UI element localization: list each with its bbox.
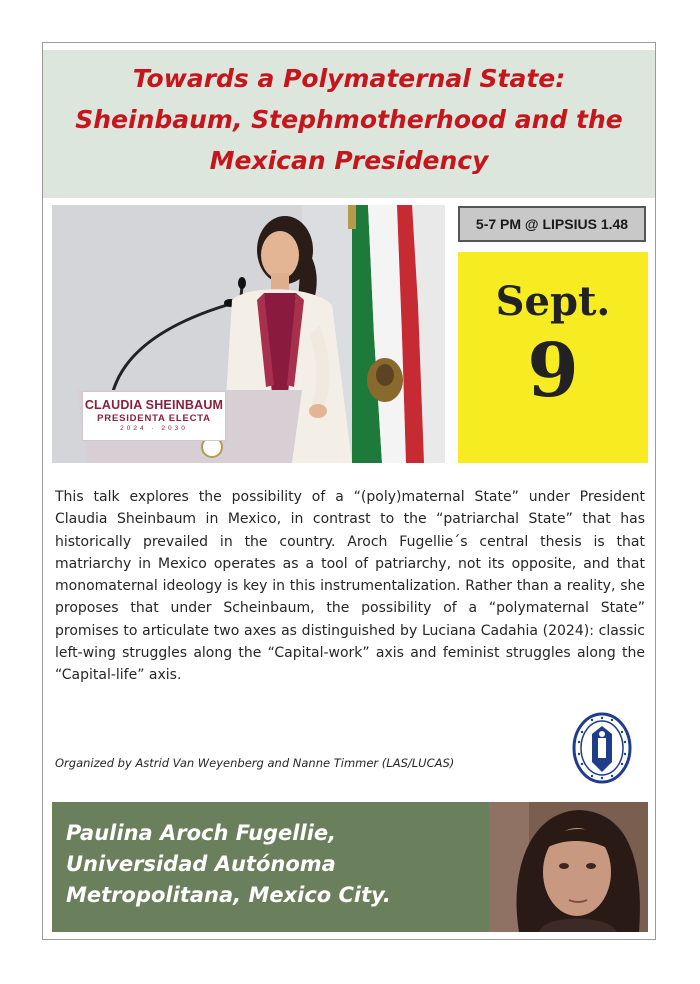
- title-band: [43, 50, 655, 198]
- speaker-band: [52, 802, 648, 932]
- speaker-line-2: Universidad Autónoma: [66, 852, 336, 876]
- speaker-info: [66, 818, 486, 911]
- speaker-line-1: Paulina Aroch Fugellie,: [66, 821, 337, 845]
- podium-sign-name: CLAUDIA SHEINBAUM: [84, 398, 224, 412]
- organizers-line: Organized by Astrid Van Weyenberg and Nanne Timmer (LAS/LUCAS): [55, 756, 455, 770]
- date-month: Sept.: [495, 278, 611, 325]
- time-location-box: 5-7 PM @ LIPSIUS 1.48: [458, 206, 646, 242]
- date-box: [458, 252, 648, 463]
- poster-title: [43, 58, 655, 181]
- podium-photo: [52, 205, 445, 463]
- title-line-2: Sheinbaum, Stephmotherhood and the: [75, 105, 623, 134]
- speaker-line-3: Metropolitana, Mexico City.: [66, 883, 391, 907]
- podium-sign: [82, 391, 226, 441]
- title-line-1: Towards a Polymaternal State:: [132, 64, 566, 93]
- university-seal-icon: [572, 712, 632, 784]
- date-day: 9: [527, 328, 579, 414]
- podium-sign-role: PRESIDENTA ELECTA: [97, 413, 211, 424]
- podium-sign-years: 2024 · 2030: [120, 425, 188, 432]
- title-line-3: Mexican Presidency: [209, 146, 489, 175]
- speaker-portrait: [489, 802, 648, 932]
- talk-abstract: This talk explores the possibility of a “(poly)maternal State” under President Claudia Sheinbaum in Mexico, in contrast to the “patriarchal State” that has historically prevailed in the country. Aroch Fugellie´s central thesis is that matriarchy in Mexico operates as a tool of patriarchy, not its opposite, and that monomaternal ideology is key in this instrumentalization. Rather than a reality, she proposes that under Scheinbaum, the possibility of a “polymaternal State” promises to articulate two axes as distinguished by Luciana Cadahia (2024): classic left-wing struggles along the “Capital-work” axis and feminist struggles along the “Capital-life” axis.: [55, 489, 645, 684]
